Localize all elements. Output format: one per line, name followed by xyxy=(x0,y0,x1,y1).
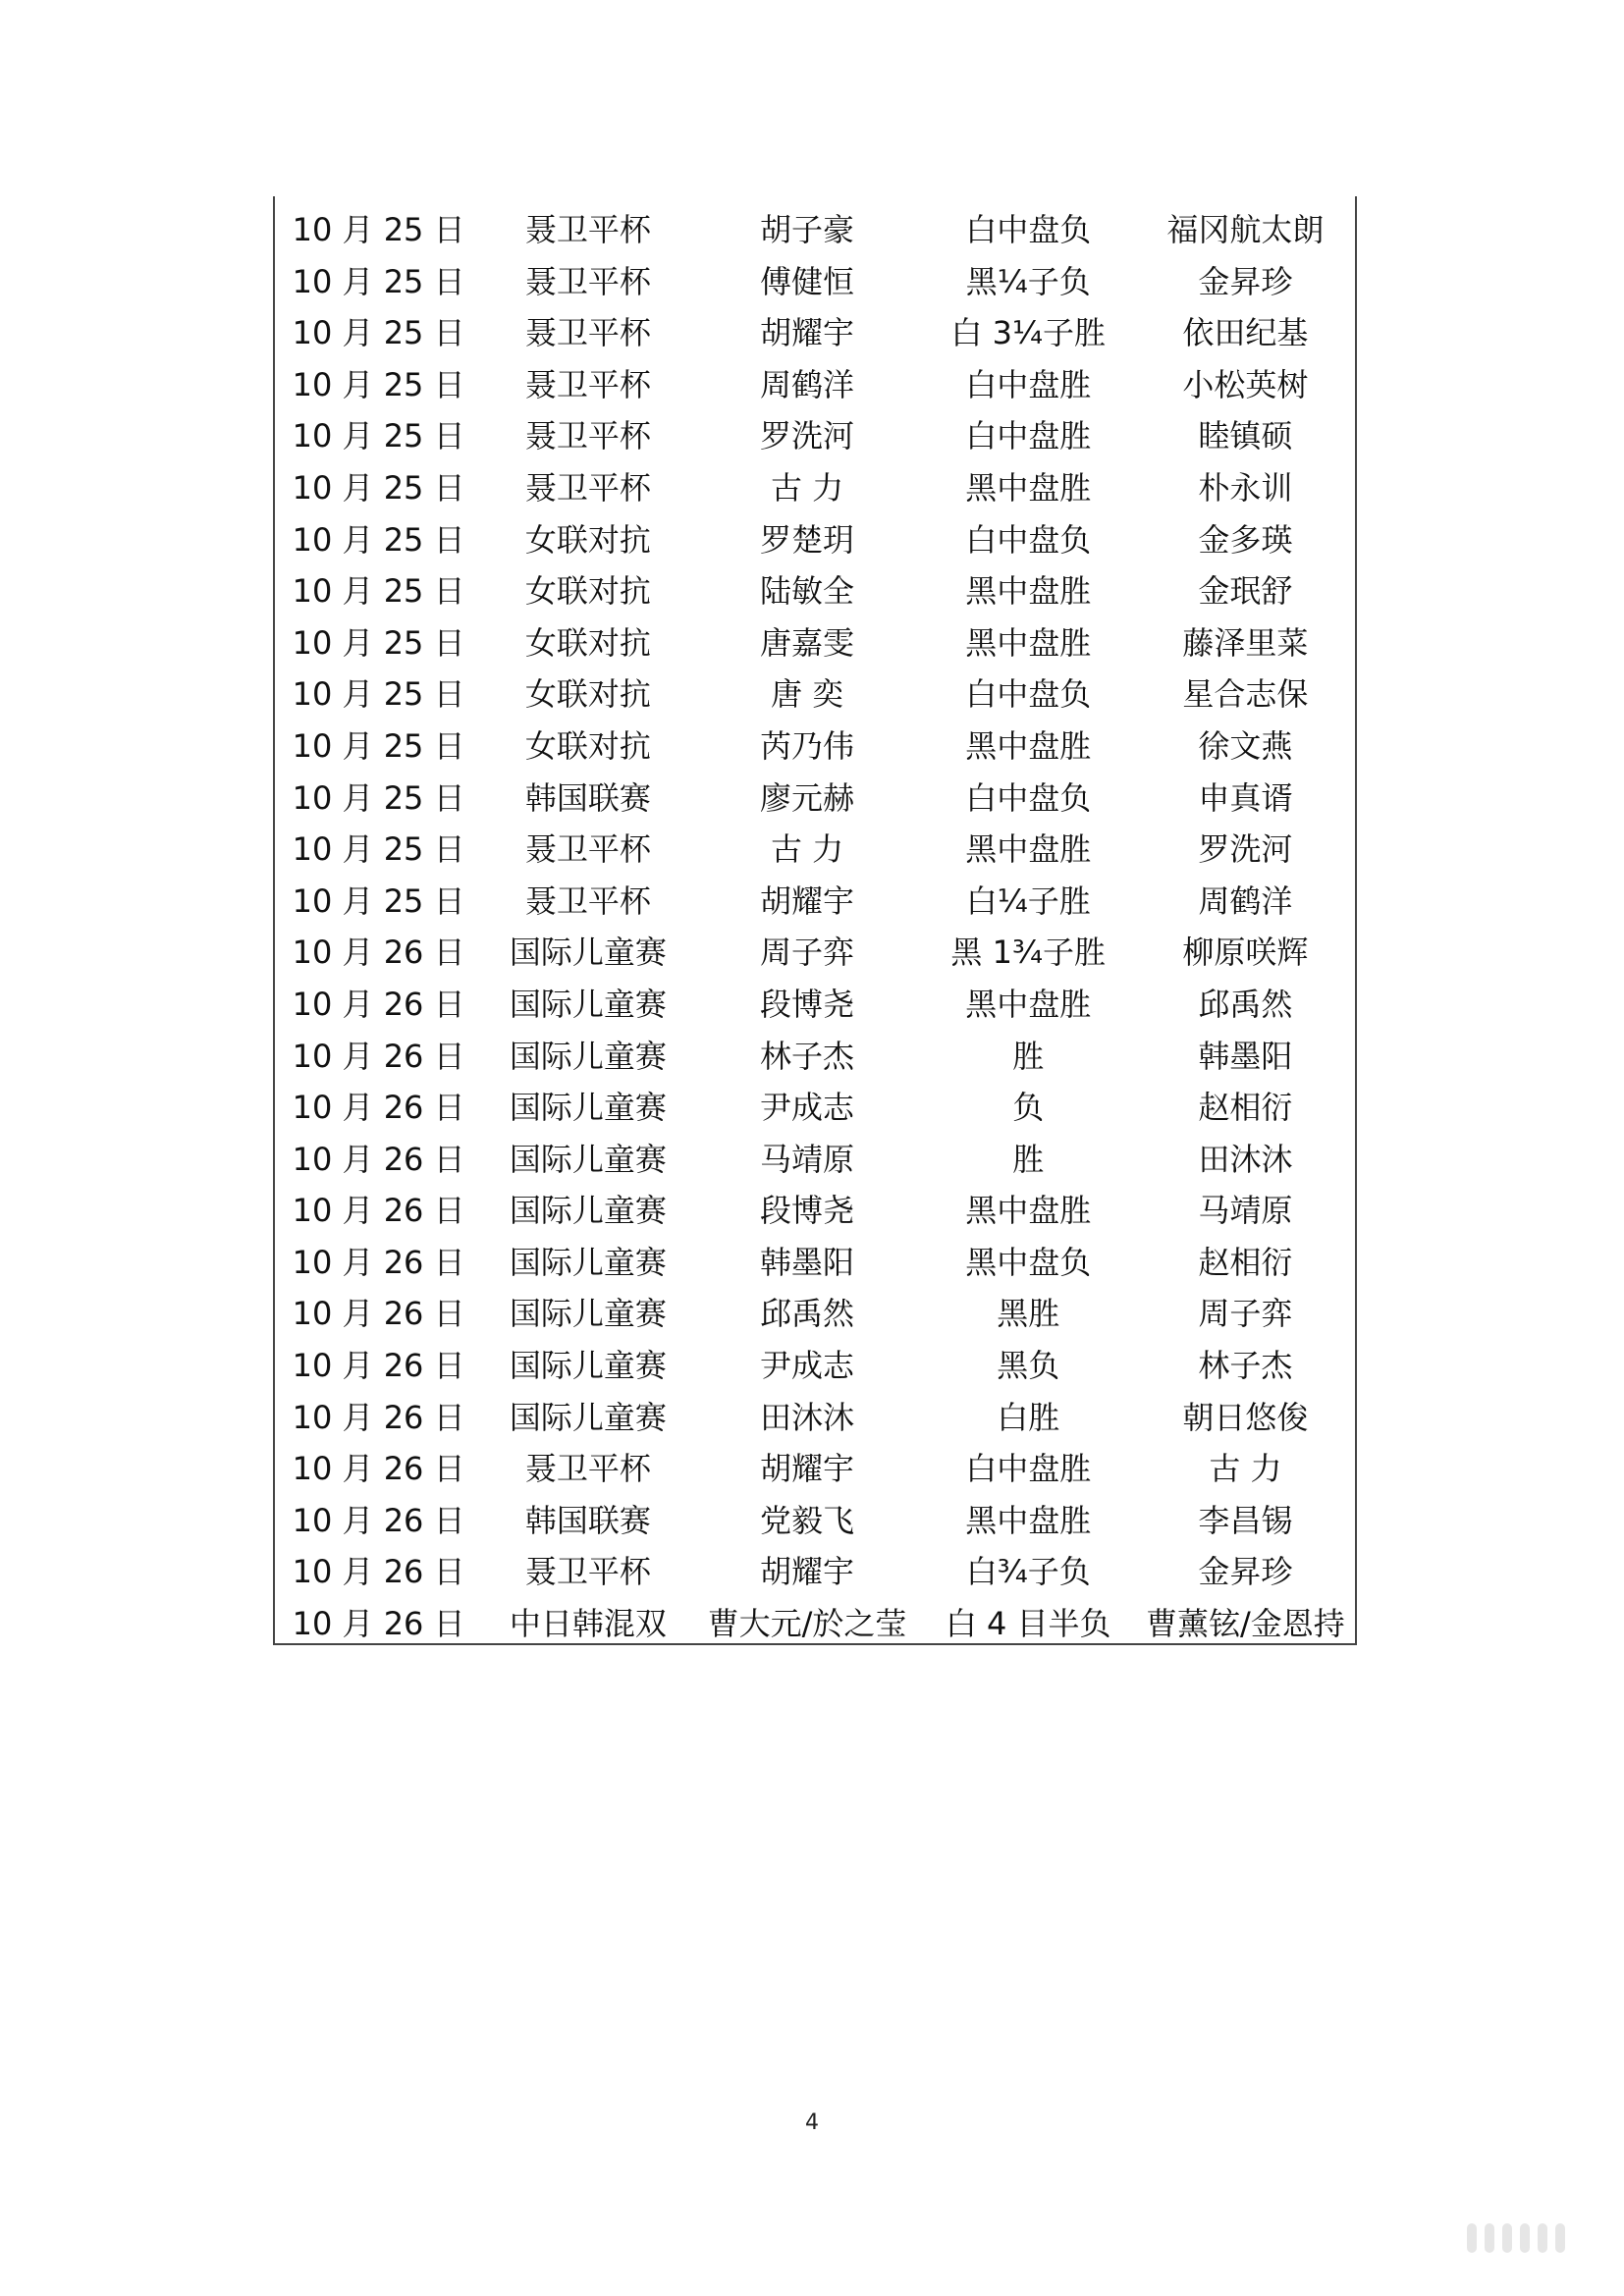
result-cell: 白中盘胜 xyxy=(965,1450,1092,1488)
table-row xyxy=(275,514,1355,566)
event-cell: 国际儿童赛 xyxy=(509,1347,667,1385)
opponent-cell: 林子杰 xyxy=(1198,1347,1293,1385)
opponent-cell: 周鹤洋 xyxy=(1198,881,1293,920)
results-table xyxy=(273,196,1357,1645)
player-cell: 韩墨阳 xyxy=(760,1243,855,1281)
date-cell: 10 月 26 日 xyxy=(292,1553,465,1591)
player-cell: 唐嘉雯 xyxy=(760,623,855,662)
event-cell: 国际儿童赛 xyxy=(509,1140,667,1178)
opponent-cell: 李昌锡 xyxy=(1198,1501,1293,1539)
date-cell: 10 月 26 日 xyxy=(292,1347,465,1385)
player-cell: 尹成志 xyxy=(760,1089,855,1127)
table-row xyxy=(275,1598,1355,1650)
result-cell: 胜 xyxy=(1012,1140,1045,1178)
table-row xyxy=(275,359,1355,411)
opponent-cell: 朝日悠俊 xyxy=(1182,1398,1309,1436)
opponent-cell: 金珉舒 xyxy=(1198,572,1293,611)
player-cell: 傅健恒 xyxy=(760,262,855,300)
result-cell: 黑中盘胜 xyxy=(965,1501,1092,1539)
event-cell: 国际儿童赛 xyxy=(509,934,667,972)
date-cell: 10 月 25 日 xyxy=(292,623,465,662)
result-cell: 黑中盘胜 xyxy=(965,623,1092,662)
date-cell: 10 月 26 日 xyxy=(292,934,465,972)
opponent-cell: 周子弈 xyxy=(1198,1295,1293,1333)
opponent-cell: 赵相衍 xyxy=(1198,1089,1293,1127)
result-cell: 黑中盘胜 xyxy=(965,1192,1092,1230)
player-cell: 曹大元/於之莹 xyxy=(707,1605,907,1643)
event-cell: 女联对抗 xyxy=(524,572,651,611)
player-cell: 胡耀宇 xyxy=(760,1450,855,1488)
date-cell: 10 月 26 日 xyxy=(292,1501,465,1539)
date-cell: 10 月 25 日 xyxy=(292,262,465,300)
table-row xyxy=(275,979,1355,1031)
event-cell: 女联对抗 xyxy=(524,623,651,662)
date-cell: 10 月 26 日 xyxy=(292,985,465,1023)
table-row xyxy=(275,565,1355,617)
player-cell: 段博尧 xyxy=(760,1192,855,1230)
result-cell: 白中盘胜 xyxy=(965,417,1092,455)
opponent-cell: 朴永训 xyxy=(1198,468,1293,507)
result-cell: 白 4 目半负 xyxy=(945,1605,1111,1643)
table-row xyxy=(275,721,1355,773)
date-cell: 10 月 26 日 xyxy=(292,1037,465,1075)
event-cell: 聂卫平杯 xyxy=(524,830,651,869)
table-row xyxy=(275,1392,1355,1444)
date-cell: 10 月 26 日 xyxy=(292,1398,465,1436)
player-cell: 马靖原 xyxy=(760,1140,855,1178)
table-row xyxy=(275,1134,1355,1186)
results-rows xyxy=(275,204,1355,1650)
player-cell: 罗楚玥 xyxy=(760,520,855,559)
date-cell: 10 月 25 日 xyxy=(292,830,465,869)
table-row xyxy=(275,1031,1355,1083)
event-cell: 中日韩混双 xyxy=(509,1605,667,1643)
table-row xyxy=(275,307,1355,359)
result-cell: 黑中盘胜 xyxy=(965,985,1092,1023)
player-cell: 党毅飞 xyxy=(760,1501,855,1539)
player-cell: 古 力 xyxy=(770,468,844,507)
result-cell: 白¼子胜 xyxy=(965,881,1091,920)
opponent-cell: 田沐沐 xyxy=(1198,1140,1293,1178)
player-cell: 唐 奕 xyxy=(770,675,844,714)
table-row xyxy=(275,204,1355,256)
table-row xyxy=(275,1185,1355,1237)
result-cell: 白¾子负 xyxy=(965,1553,1091,1591)
result-cell: 黑 1¾子胜 xyxy=(950,934,1106,972)
opponent-cell: 金昇珍 xyxy=(1198,262,1293,300)
date-cell: 10 月 25 日 xyxy=(292,417,465,455)
date-cell: 10 月 26 日 xyxy=(292,1295,465,1333)
opponent-cell: 赵相衍 xyxy=(1198,1243,1293,1281)
date-cell: 10 月 26 日 xyxy=(292,1192,465,1230)
table-row xyxy=(275,927,1355,979)
result-cell: 白中盘负 xyxy=(965,778,1092,817)
player-cell: 邱禹然 xyxy=(760,1295,855,1333)
event-cell: 韩国联赛 xyxy=(524,1501,651,1539)
date-cell: 10 月 26 日 xyxy=(292,1450,465,1488)
event-cell: 女联对抗 xyxy=(524,726,651,765)
table-row xyxy=(275,668,1355,721)
date-cell: 10 月 25 日 xyxy=(292,778,465,817)
date-cell: 10 月 25 日 xyxy=(292,881,465,920)
event-cell: 聂卫平杯 xyxy=(524,468,651,507)
date-cell: 10 月 26 日 xyxy=(292,1243,465,1281)
opponent-cell: 韩墨阳 xyxy=(1198,1037,1293,1075)
result-cell: 白胜 xyxy=(997,1398,1060,1436)
opponent-cell: 星合志保 xyxy=(1182,675,1309,714)
event-cell: 女联对抗 xyxy=(524,520,651,559)
table-row xyxy=(275,1443,1355,1495)
table-row xyxy=(275,1082,1355,1134)
opponent-cell: 罗洗河 xyxy=(1198,830,1293,869)
table-row xyxy=(275,1288,1355,1340)
player-cell: 廖元赫 xyxy=(760,778,855,817)
table-row xyxy=(275,1495,1355,1547)
opponent-cell: 小松英树 xyxy=(1182,365,1309,403)
opponent-cell: 马靖原 xyxy=(1198,1192,1293,1230)
watermark-icon xyxy=(1467,2223,1565,2253)
opponent-cell: 徐文燕 xyxy=(1198,726,1293,765)
result-cell: 白中盘负 xyxy=(965,211,1092,248)
table-row xyxy=(275,824,1355,876)
opponent-cell: 金昇珍 xyxy=(1198,1553,1293,1591)
event-cell: 国际儿童赛 xyxy=(509,1037,667,1075)
event-cell: 聂卫平杯 xyxy=(524,314,651,352)
date-cell: 10 月 26 日 xyxy=(292,1605,465,1643)
opponent-cell: 福冈航太朗 xyxy=(1166,211,1325,248)
player-cell: 罗洗河 xyxy=(760,417,855,455)
table-row xyxy=(275,876,1355,928)
opponent-cell: 睦镇硕 xyxy=(1198,417,1293,455)
opponent-cell: 藤泽里菜 xyxy=(1182,623,1309,662)
player-cell: 芮乃伟 xyxy=(760,726,855,765)
table-row xyxy=(275,462,1355,514)
table-row xyxy=(275,1237,1355,1289)
opponent-cell: 金多瑛 xyxy=(1198,520,1293,559)
event-cell: 国际儿童赛 xyxy=(509,1398,667,1436)
table-row xyxy=(275,617,1355,669)
opponent-cell: 申真谞 xyxy=(1198,778,1293,817)
date-cell: 10 月 26 日 xyxy=(292,1089,465,1127)
opponent-cell: 古 力 xyxy=(1209,1450,1282,1488)
result-cell: 白中盘负 xyxy=(965,675,1092,714)
player-cell: 林子杰 xyxy=(760,1037,855,1075)
page-number: 4 xyxy=(805,2110,819,2135)
result-cell: 黑¼子负 xyxy=(965,262,1091,300)
date-cell: 10 月 25 日 xyxy=(292,520,465,559)
result-cell: 白中盘胜 xyxy=(965,365,1092,403)
result-cell: 黑负 xyxy=(997,1347,1060,1385)
player-cell: 田沐沐 xyxy=(760,1398,855,1436)
event-cell: 国际儿童赛 xyxy=(509,1295,667,1333)
event-cell: 聂卫平杯 xyxy=(524,211,651,248)
player-cell: 胡耀宇 xyxy=(760,1553,855,1591)
result-cell: 白 3¼子胜 xyxy=(950,314,1106,352)
player-cell: 胡子豪 xyxy=(760,211,855,248)
date-cell: 10 月 25 日 xyxy=(292,726,465,765)
event-cell: 聂卫平杯 xyxy=(524,262,651,300)
player-cell: 尹成志 xyxy=(760,1347,855,1385)
result-cell: 黑中盘胜 xyxy=(965,572,1092,611)
player-cell: 陆敏全 xyxy=(760,572,855,611)
player-cell: 胡耀宇 xyxy=(760,881,855,920)
table-row xyxy=(275,410,1355,462)
date-cell: 10 月 25 日 xyxy=(292,572,465,611)
table-row xyxy=(275,773,1355,825)
player-cell: 周子弈 xyxy=(760,934,855,972)
result-cell: 黑中盘胜 xyxy=(965,726,1092,765)
date-cell: 10 月 25 日 xyxy=(292,468,465,507)
date-cell: 10 月 25 日 xyxy=(292,314,465,352)
event-cell: 国际儿童赛 xyxy=(509,1243,667,1281)
opponent-cell: 邱禹然 xyxy=(1198,985,1293,1023)
player-cell: 古 力 xyxy=(770,830,844,869)
table-row xyxy=(275,256,1355,308)
event-cell: 聂卫平杯 xyxy=(524,1450,651,1488)
result-cell: 负 xyxy=(1012,1089,1045,1127)
player-cell: 段博尧 xyxy=(760,985,855,1023)
event-cell: 国际儿童赛 xyxy=(509,1089,667,1127)
event-cell: 韩国联赛 xyxy=(524,778,651,817)
table-row xyxy=(275,1546,1355,1598)
event-cell: 聂卫平杯 xyxy=(524,417,651,455)
result-cell: 黑中盘胜 xyxy=(965,830,1092,869)
event-cell: 聂卫平杯 xyxy=(524,1553,651,1591)
event-cell: 国际儿童赛 xyxy=(509,1192,667,1230)
date-cell: 10 月 25 日 xyxy=(292,211,465,248)
opponent-cell: 柳原咲辉 xyxy=(1182,934,1309,972)
result-cell: 黑中盘负 xyxy=(965,1243,1092,1281)
date-cell: 10 月 25 日 xyxy=(292,365,465,403)
event-cell: 国际儿童赛 xyxy=(509,985,667,1023)
result-cell: 白中盘负 xyxy=(965,520,1092,559)
result-cell: 黑胜 xyxy=(997,1295,1060,1333)
date-cell: 10 月 26 日 xyxy=(292,1140,465,1178)
event-cell: 聂卫平杯 xyxy=(524,365,651,403)
event-cell: 聂卫平杯 xyxy=(524,881,651,920)
result-cell: 胜 xyxy=(1012,1037,1045,1075)
opponent-cell: 依田纪基 xyxy=(1182,314,1309,352)
player-cell: 胡耀宇 xyxy=(760,314,855,352)
player-cell: 周鹤洋 xyxy=(760,365,855,403)
result-cell: 黑中盘胜 xyxy=(965,468,1092,507)
opponent-cell: 曹薰铉/金恩持 xyxy=(1146,1605,1345,1643)
event-cell: 女联对抗 xyxy=(524,675,651,714)
table-row xyxy=(275,1340,1355,1392)
date-cell: 10 月 25 日 xyxy=(292,675,465,714)
